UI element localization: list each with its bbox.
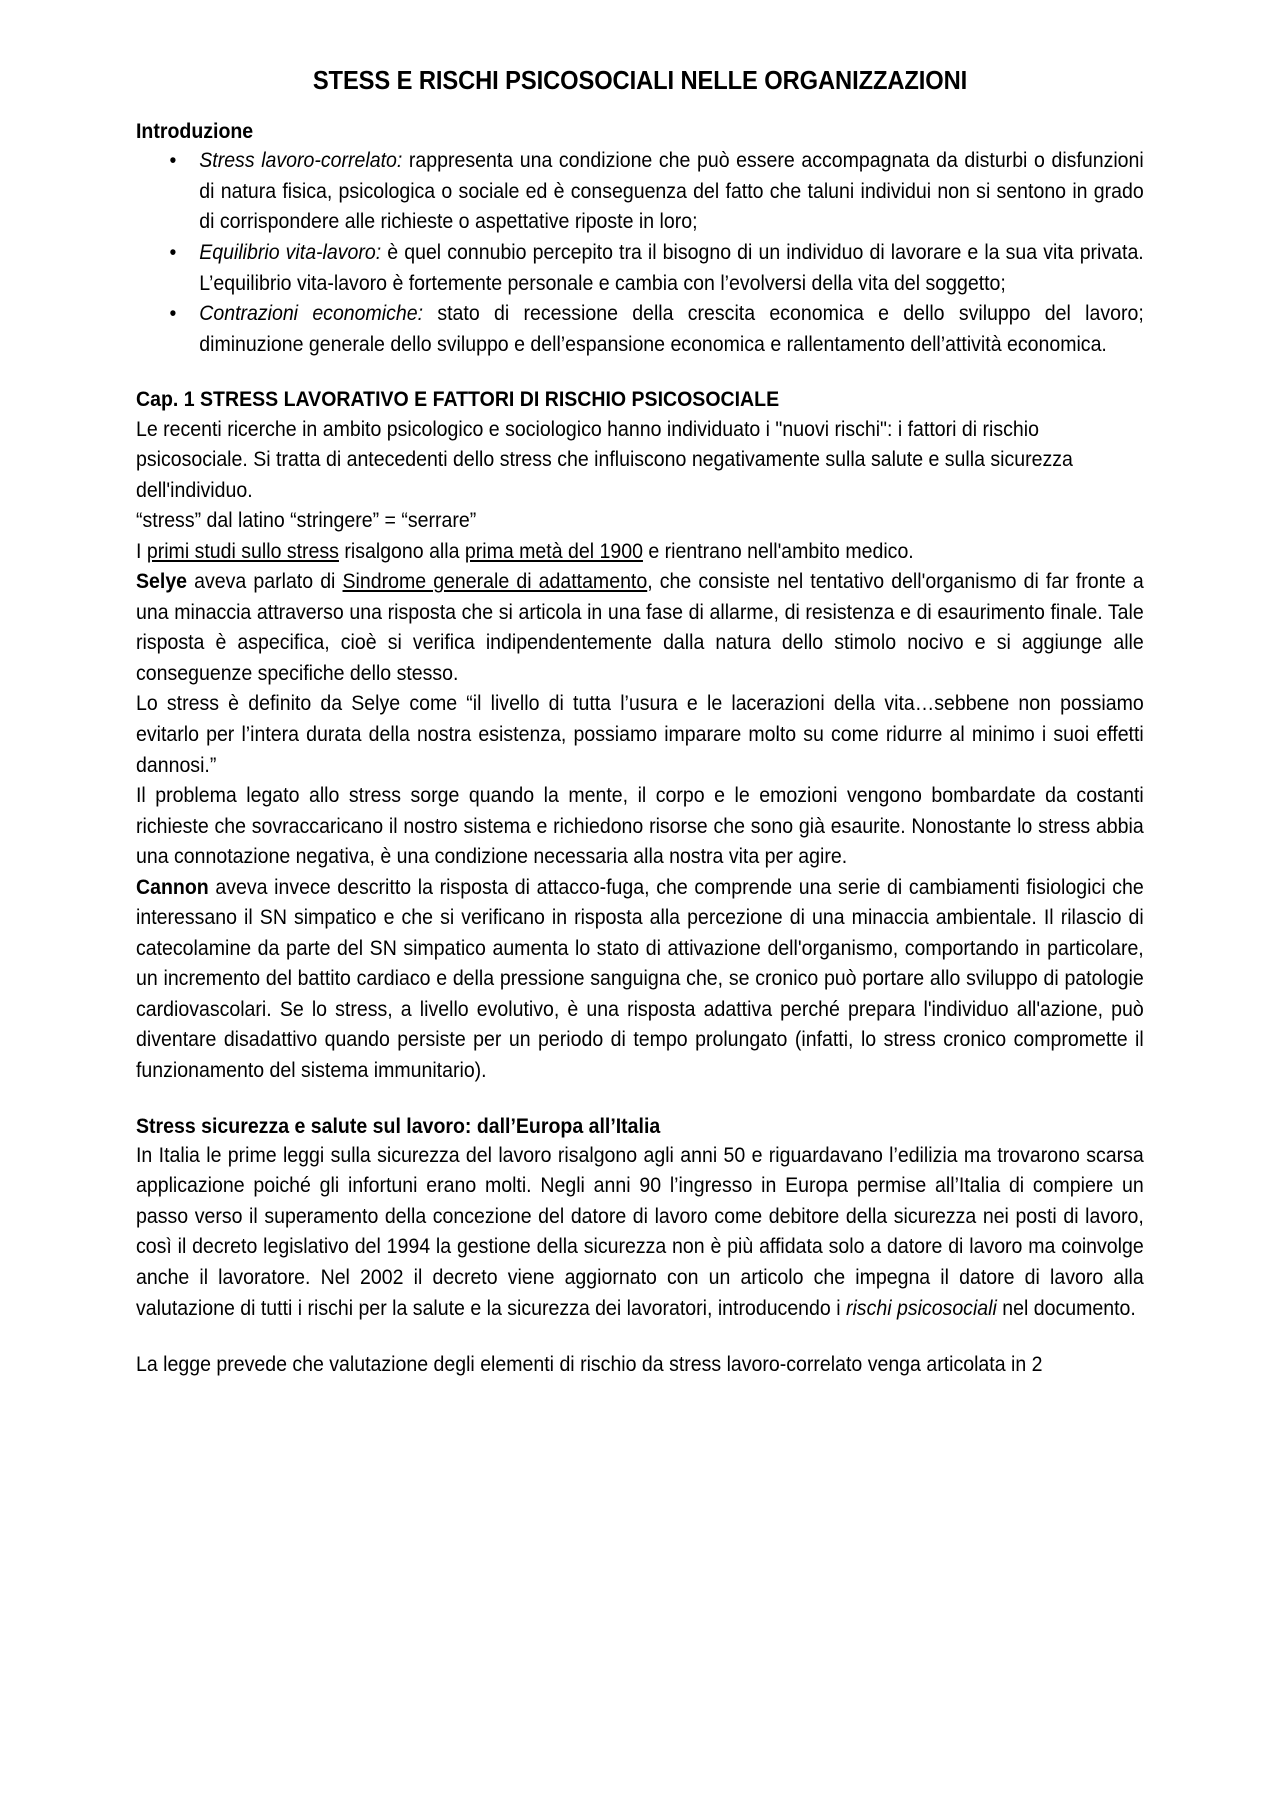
spacer [136,1324,1144,1350]
text-after: nel documento. [996,1296,1136,1320]
bold-cannon: Cannon [136,875,209,899]
italic-rischi-psicosociali: rischi psicosociali [845,1296,997,1320]
paragraph-primi-studi [136,537,1144,568]
text-after: e rientrano nell'ambito medico. [642,539,914,563]
paragraph-text: Il problema legato allo stress sorge quando la mente, il corpo e le emozioni vengono bombardate da costanti richieste che sovraccaricano il nostro sistema e richiedono risorse che sono già esaurite. Nonostante lo stress abbia una connotazione negativa, è una condizione necessaria alla nostra vita per agire. [136,784,1144,869]
text-before: In Italia le prime leggi sulla sicurezza del lavoro risalgono agli anni 50 e riguardavano l’edilizia ma trovarono scarsa applicazione poiché gli infortuni erano molti. Negli anni 90 l’ingresso in Europa permise all’Italia di compiere un passo verso il superamento della concezione del datore di lavoro come debitore della sicurezza nei posti di lavoro, così il decreto legislativo del 1994 la gestione della sicurezza non è più affidata solo a datore di lavoro ma coinvolge anche il lavoratore. Nel 2002 il decreto viene aggiornato con un articolo che impegna il datore di lavoro alla valutazione di tutti i rischi per la salute e la sicurezza dei lavoratori, introducendo i [136,1143,1144,1320]
underlined-primi-studi: primi studi sullo stress [146,539,339,563]
bullet-text: rappresenta una condizione che può essere accompagnata da disturbi o disfunzioni di natura fisica, psicologica o sociale ed è conseguenza del fatto che taluni individui non si sentono in grado di corrispondere alle richieste o aspettative riposte in loro; [199,149,1144,234]
bullet-text: è quel connubio percepito tra il bisogno di un individuo di lavorare e la sua vita privata. L’equilibrio vita-lavoro è fortemente personale e cambia con l’evolversi della vita del soggetto; [199,241,1144,295]
paragraph-selye [136,567,1144,689]
text-middle: risalgono alla [338,539,465,563]
paragraph-cannon [136,873,1144,1087]
paragraph-problema-stress [136,781,1144,873]
bullet-term: Equilibrio vita-lavoro: [199,241,382,265]
paragraph-text: Lo stress è definito da Selye come “il livello di tutta l’usura e le lacerazioni della vita…sebbene non possiamo evitarlo per l’intera durata della nostra esistenza, possiamo imparare molto su come ridurre al minimo i suoi effetti dannosi.” [136,692,1144,777]
paragraph-definizione-stress [136,689,1144,781]
bullet-point-icon: • [169,241,177,265]
bullet-point-icon: • [169,302,177,326]
text-after: aveva invece descritto la risposta di attacco-fuga, che comprende una serie di cambiamenti fisiologici che interessano il SN simpatico e che si verificano in risposta alla percezione di una minaccia ambientale. Il rilascio di catecolamine da parte del SN simpatico aumenta lo stato di attivazione dell'organismo, comportando in particolare, un incremento del battito cardiaco e della pressione sanguigna che, se cronico può portare allo sviluppo di patologie cardiovascolari. Se lo stress, a livello evolutivo, è una risposta adattiva perché prepara l'individuo all'azione, può diventare disadattivo quando persiste per un periodo di tempo prolungato (infatti, lo stress cronico compromette il funzionamento del sistema immunitario). [136,875,1144,1082]
paragraph-italia-leggi [136,1141,1144,1324]
list-item [136,238,1144,299]
bullet-term: Contrazioni economiche: [199,302,424,326]
paragraph-text: “stress” dal latino “stringere” = “serrare” [136,509,477,533]
page-content [136,66,1144,1381]
paragraph-chapter1-intro [136,415,1144,507]
bullet-text: stato di recessione della crescita economica e dello sviluppo del lavoro; diminuzione generale dello sviluppo e dell’espansione economica e rallentamento dell’attività economica. [199,302,1144,356]
text-after: , che consiste nel tentativo dell'organismo di far fronte a una minaccia attraverso una risposta che si articola in una fase di allarme, di resistenza e di esaurimento finale. Tale risposta è aspecifica, cioè si verifica indipendentemente dalla natura dello stimolo nocivo e si aggiunge alle conseguenze specifiche dello stesso. [136,570,1144,685]
text-before: I [136,539,147,563]
paragraph-text: La legge prevede che valutazione degli elementi di rischio da stress lavoro-correlato venga articolata in 2 [136,1353,1043,1377]
text-before: aveva parlato di [187,570,343,594]
bold-selye: Selye [136,570,188,594]
heading-introduzione: Introduzione [136,120,254,144]
underlined-prima-meta: prima metà del 1900 [464,539,643,563]
intro-bullet-list [136,146,1144,360]
spacer [136,360,1144,386]
underlined-sindrome-generale: Sindrome generale di adattamento [342,570,648,594]
paragraph-legge-valutazione [136,1350,1144,1381]
heading-capitolo-1: Cap. 1 STRESS LAVORATIVO E FATTORI DI RISCHIO PSICOSOCIALE [136,388,780,412]
paragraph-text: Le recenti ricerche in ambito psicologico e sociologico hanno individuato i "nuovi rischi": i fattori di rischio psicosociale. Si tratta di antecedenti dello stress che influiscono negativamente sulla salute e sulla sicurezza dell'individuo. [136,417,1073,502]
spacer [136,1087,1144,1113]
page-title: STESS E RISCHI PSICOSOCIALI NELLE ORGANIZZAZIONI [312,67,968,95]
bullet-term: Stress lavoro-correlato: [199,149,403,173]
list-item [136,146,1144,238]
list-item [136,299,1144,360]
paragraph-etimologia [136,506,1144,537]
heading-stress-sicurezza-salute: Stress sicurezza e salute sul lavoro: dall’Europa all’Italia [136,1114,661,1138]
bullet-point-icon: • [169,149,177,173]
